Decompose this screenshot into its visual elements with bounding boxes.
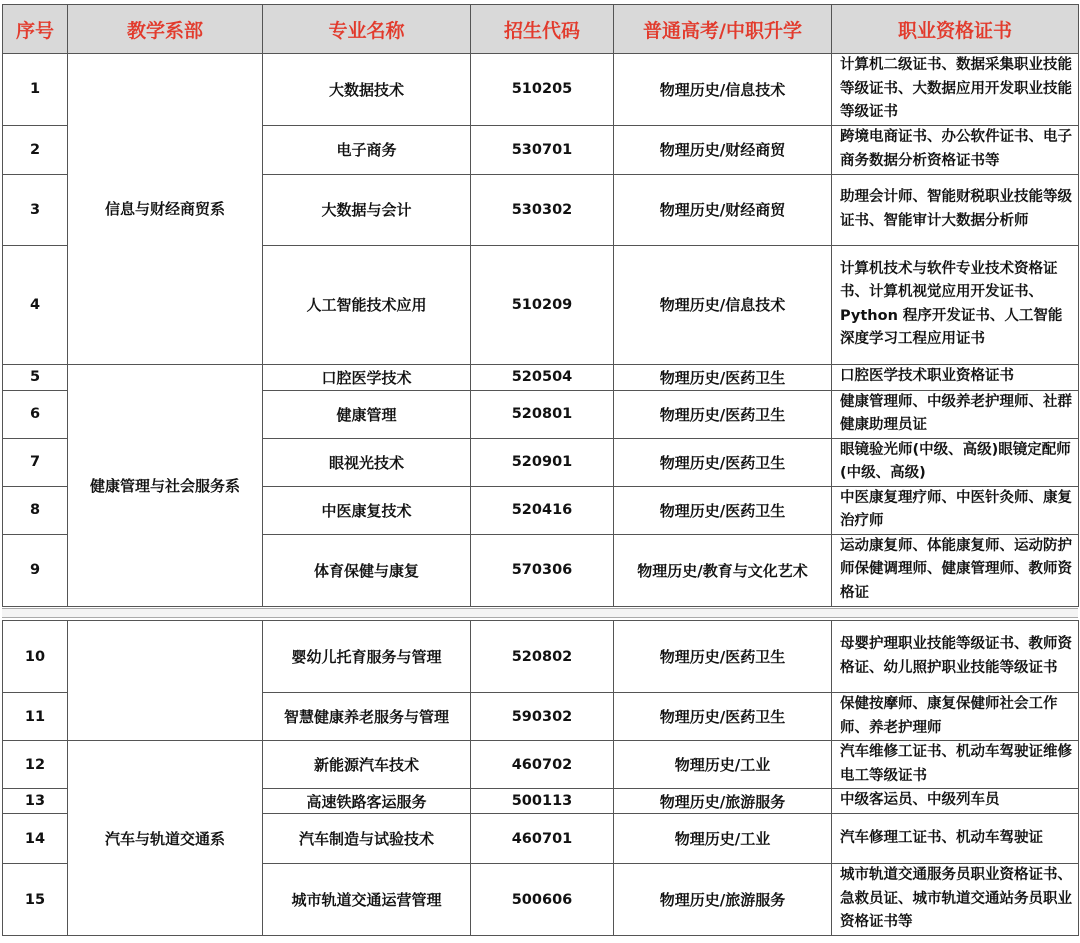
row-index: 3 (3, 174, 68, 245)
major-name: 高速铁路客运服务 (263, 789, 471, 814)
certificates: 中医康复理疗师、中医针灸师、康复治疗师 (832, 486, 1079, 534)
major-name: 智慧健康养老服务与管理 (263, 693, 471, 741)
enroll-code: 500113 (471, 789, 614, 814)
row-index: 2 (3, 125, 68, 174)
certificates: 口腔医学技术职业资格证书 (832, 364, 1079, 390)
enroll-code: 530701 (471, 125, 614, 174)
certificates: 计算机技术与软件专业技术资格证书、计算机视觉应用开发证书、Python 程序开发证书、人工智能深度学习工程应用证书 (832, 245, 1079, 364)
header-major: 专业名称 (263, 5, 471, 54)
row-index: 6 (3, 390, 68, 438)
enroll-code: 590302 (471, 693, 614, 741)
row-index: 4 (3, 245, 68, 364)
certificates: 运动康复师、体能康复师、运动防护师保健调理师、健康管理师、教师资格证 (832, 534, 1079, 606)
certificates: 跨境电商证书、办公软件证书、电子商务数据分析资格证书等 (832, 125, 1079, 174)
exam-category: 物理历史/医药卫生 (614, 621, 832, 693)
table-row (3, 54, 1079, 126)
exam-category: 物理历史/财经商贸 (614, 174, 832, 245)
majors-table-part1 (2, 4, 1079, 607)
exam-category: 物理历史/旅游服务 (614, 789, 832, 814)
header-department: 教学系部 (68, 5, 263, 54)
row-index: 8 (3, 486, 68, 534)
major-name: 中医康复技术 (263, 486, 471, 534)
certificates: 城市轨道交通服务员职业资格证书、急救员证、城市轨道交通站务员职业资格证书等 (832, 864, 1079, 936)
exam-category: 物理历史/工业 (614, 741, 832, 789)
major-name: 眼视光技术 (263, 438, 471, 486)
header-code: 招生代码 (471, 5, 614, 54)
major-name: 大数据与会计 (263, 174, 471, 245)
table-row (3, 741, 1079, 789)
exam-category: 物理历史/工业 (614, 814, 832, 864)
enroll-code: 500606 (471, 864, 614, 936)
exam-category: 物理历史/信息技术 (614, 245, 832, 364)
major-name: 人工智能技术应用 (263, 245, 471, 364)
enroll-code: 530302 (471, 174, 614, 245)
header-cert: 职业资格证书 (832, 5, 1079, 54)
header-exam: 普通高考/中职升学 (614, 5, 832, 54)
row-index: 7 (3, 438, 68, 486)
row-index: 1 (3, 54, 68, 126)
header-row (3, 5, 1079, 54)
certificates: 眼镜验光师(中级、高级)眼镜定配师(中级、高级) (832, 438, 1079, 486)
certificates: 计算机二级证书、数据采集职业技能等级证书、大数据应用开发职业技能等级证书 (832, 54, 1079, 126)
major-name: 城市轨道交通运营管理 (263, 864, 471, 936)
enroll-code: 510205 (471, 54, 614, 126)
exam-category: 物理历史/医药卫生 (614, 390, 832, 438)
department-cell: 信息与财经商贸系 (68, 54, 263, 365)
certificates: 健康管理师、中级养老护理师、社群健康助理员证 (832, 390, 1079, 438)
exam-category: 物理历史/医药卫生 (614, 438, 832, 486)
major-name: 婴幼儿托育服务与管理 (263, 621, 471, 693)
certificates: 中级客运员、中级列车员 (832, 789, 1079, 814)
table-row (3, 364, 1079, 390)
row-index: 12 (3, 741, 68, 789)
department-cell: 汽车与轨道交通系 (68, 741, 263, 936)
certificates: 汽车修理工证书、机动车驾驶证 (832, 814, 1079, 864)
table-row (3, 621, 1079, 693)
major-name: 体育保健与康复 (263, 534, 471, 606)
enroll-code: 520801 (471, 390, 614, 438)
enroll-code: 510209 (471, 245, 614, 364)
exam-category: 物理历史/医药卫生 (614, 486, 832, 534)
major-name: 健康管理 (263, 390, 471, 438)
department-cell-empty (68, 621, 263, 741)
enroll-code: 520416 (471, 486, 614, 534)
exam-category: 物理历史/医药卫生 (614, 693, 832, 741)
certificates: 母婴护理职业技能等级证书、教师资格证、幼儿照护职业技能等级证书 (832, 621, 1079, 693)
major-name: 大数据技术 (263, 54, 471, 126)
exam-category: 物理历史/教育与文化艺术 (614, 534, 832, 606)
row-index: 15 (3, 864, 68, 936)
department-cell: 健康管理与社会服务系 (68, 364, 263, 606)
certificates: 助理会计师、智能财税职业技能等级证书、智能审计大数据分析师 (832, 174, 1079, 245)
exam-category: 物理历史/医药卫生 (614, 364, 832, 390)
row-index: 9 (3, 534, 68, 606)
major-name: 口腔医学技术 (263, 364, 471, 390)
certificates: 保健按摩师、康复保健师社会工作师、养老护理师 (832, 693, 1079, 741)
enroll-code: 460701 (471, 814, 614, 864)
enroll-code: 570306 (471, 534, 614, 606)
row-index: 10 (3, 621, 68, 693)
enroll-code: 520504 (471, 364, 614, 390)
enroll-code: 520802 (471, 621, 614, 693)
major-name: 汽车制造与试验技术 (263, 814, 471, 864)
majors-table-part2 (2, 620, 1079, 936)
certificates: 汽车维修工证书、机动车驾驶证维修电工等级证书 (832, 741, 1079, 789)
enroll-code: 520901 (471, 438, 614, 486)
enroll-code: 460702 (471, 741, 614, 789)
row-index: 13 (3, 789, 68, 814)
exam-category: 物理历史/信息技术 (614, 54, 832, 126)
row-index: 14 (3, 814, 68, 864)
row-index: 11 (3, 693, 68, 741)
major-name: 电子商务 (263, 125, 471, 174)
exam-category: 物理历史/旅游服务 (614, 864, 832, 936)
major-name: 新能源汽车技术 (263, 741, 471, 789)
row-index: 5 (3, 364, 68, 390)
header-index: 序号 (3, 5, 68, 54)
page-break-divider (2, 608, 1078, 618)
exam-category: 物理历史/财经商贸 (614, 125, 832, 174)
